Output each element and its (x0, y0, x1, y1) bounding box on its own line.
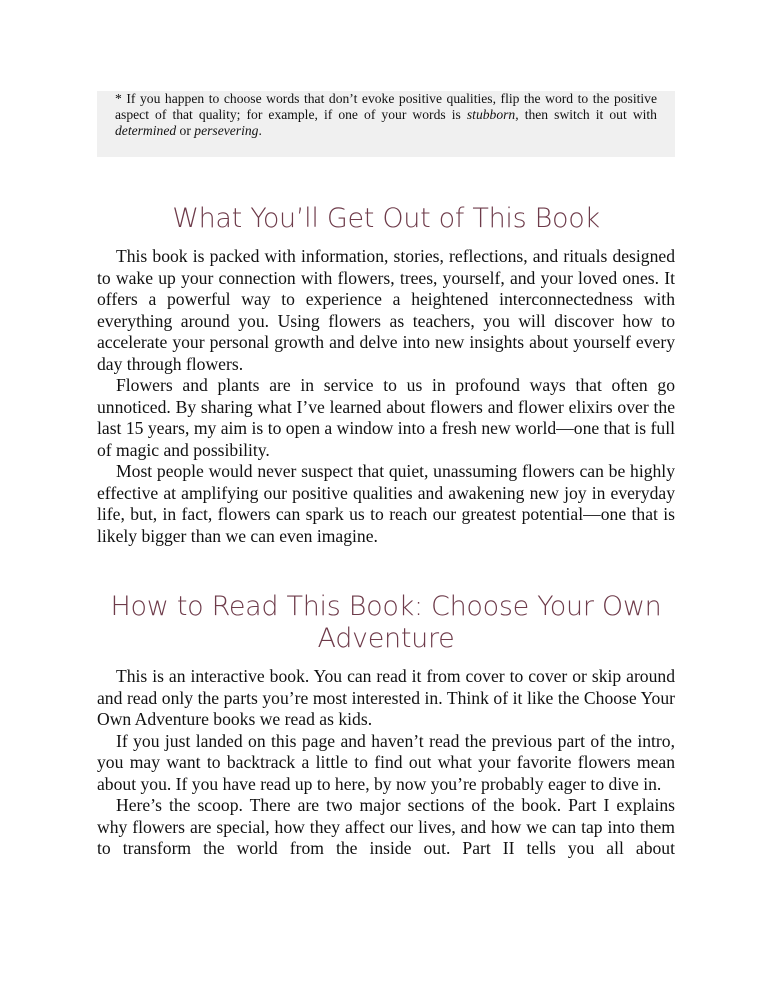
book-page (97, 0, 675, 860)
paragraph: If you just landed on this page and haven’t read the previous part of the intro, you may want to backtrack a little to find out what your favorite flowers mean about you. If you have read up to here, by now you’re probably eager to dive in. (97, 730, 675, 794)
footnote-text-part: * If you happen to choose words that don’t evoke positive qualities, flip the word to the positive aspect of that quality; for example, if one of your words is (115, 91, 657, 122)
paragraph: This book is packed with information, stories, reflections, and rituals designed to wake up your connection with flowers, trees, yourself, and your loved ones. It offers a powerful way to experience a heightened interconnectedness with everything around you. Using flowers as teachers, you will discover how to accelerate your personal growth and delve into new insights about yourself every day through flowers. (97, 246, 675, 374)
footnote-text (115, 91, 657, 139)
footnote-text-part: . (258, 123, 262, 138)
footnote-box (97, 91, 675, 157)
paragraph: Flowers and plants are in service to us in profound ways that often go unnoticed. By sharing what I’ve learned about flowers and flower elixirs over the last 15 years, my aim is to open a window into a fresh new world—one that is full of magic and possibility. (97, 375, 675, 460)
section-heading-how-to-read: How to Read This Book: Choose Your Own Adventure (110, 591, 662, 654)
paragraph: This is an interactive book. You can read it from cover to cover or skip around and read only the parts you’re most interested in. Think of it like the Choose Your Own Adventure books we read as kids. (97, 666, 675, 729)
section-heading-benefits: What You’ll Get Out of This Book (172, 203, 600, 234)
footnote-emphasis: stubborn (466, 107, 516, 122)
section-how-to-read-body (97, 666, 675, 860)
footnote-text-part: , then switch it out with (515, 107, 657, 122)
footnote-emphasis: persevering (194, 123, 259, 138)
footnote-text-part: or (176, 123, 195, 138)
section-benefits-body (97, 246, 675, 547)
footnote-emphasis: determined (115, 123, 177, 138)
paragraph: Most people would never suspect that quiet, unassuming flowers can be highly effective at amplifying our positive qualities and awakening new joy in everyday life, but, in fact, flowers can spark us to reach our greatest potential—one that is likely bigger than we can even imagine. (97, 461, 675, 546)
paragraph: Here’s the scoop. There are two major sections of the book. Part I explains why flowers are special, how they affect our lives, and how we can tap into them to transform the world from the inside out. Part II tells you all about (97, 795, 675, 858)
